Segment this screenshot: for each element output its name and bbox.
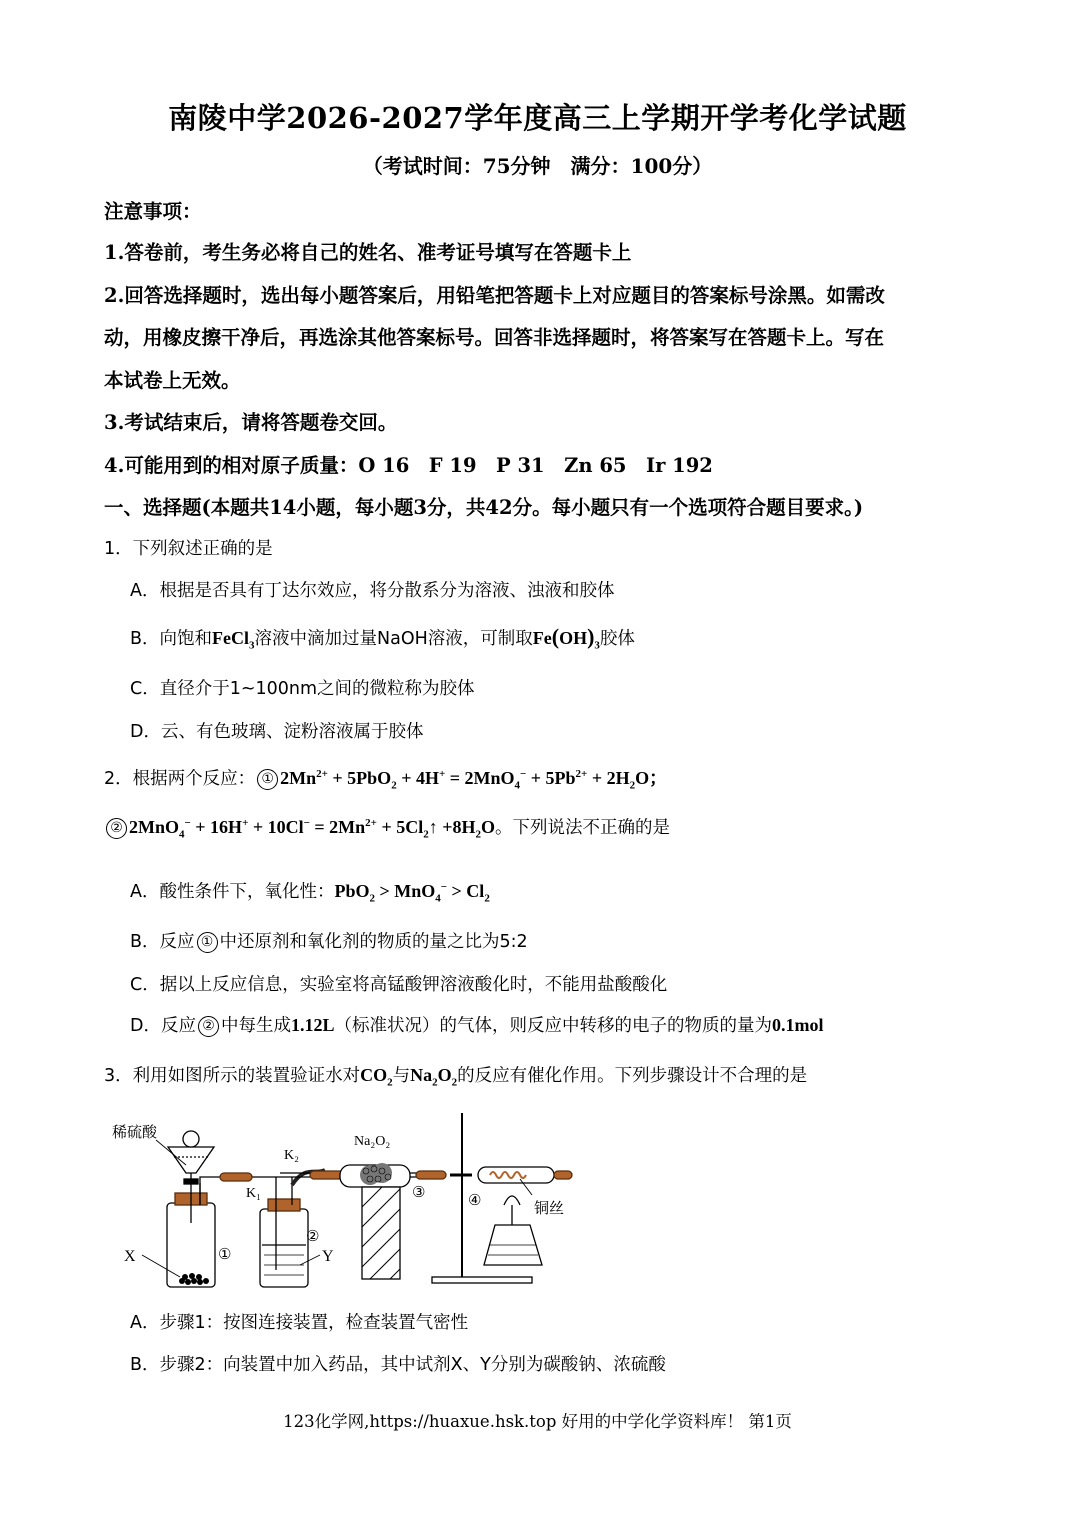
rubber-tube-3 — [416, 1171, 446, 1179]
note-1: 1.答卷前，考生务必将自己的姓名、准考证号填写在答题卡上 — [104, 241, 632, 264]
q3-option-b: B．步骤2：向装置中加入药品，其中试剂X、Y分别为碳酸钠、浓硫酸 — [130, 1355, 666, 1375]
section-heading: 一、选择题(本题共14小题，每小题3分，共42分。每小题只有一个选项符合题目要求。) — [104, 496, 864, 519]
q2-stem-line-2: ② $2MnO_4^- + 16H^+ + 10Cl^- = 2Mn^{2+}$ + $5Cl_2↑ +8H_2O$。下列说法不正确的是 — [104, 814, 670, 841]
q2-option-c: C．据以上反应信息，实验室将高锰酸钾溶液酸化时，不能用盐酸酸化 — [130, 975, 668, 995]
q2-option-b: B．反应 ① 中还原剂和氧化剂的物质的量之比为5:2 — [130, 932, 528, 952]
dropping-funnel — [168, 1147, 214, 1173]
rubber-tube-1 — [220, 1173, 252, 1181]
page-title: 南陵中学2026-2027学年度高三上学期开学考化学试题 — [168, 101, 907, 135]
label-na2o2: Na₂O₂ — [354, 1134, 391, 1149]
label-k2: K₂ — [284, 1148, 299, 1163]
q1-stem: 1．下列叙述正确的是 — [104, 539, 273, 559]
label-y: Y — [322, 1248, 334, 1265]
q2-option-a: A．酸性条件下，氧化性：$PbO_2 > MnO_4^- > Cl_2$ — [130, 881, 490, 905]
label-apparatus-3: ③ — [412, 1185, 426, 1201]
q1-option-b: B．向饱和FeCl$_3$溶液中滴加过量NaOH溶液，可制取$Fe(OH)_3$胶体 — [130, 624, 635, 652]
q1-option-d: D．云、有色玻璃、淀粉溶液属于胶体 — [130, 722, 424, 742]
q3-stem: 3．利用如图所示的装置验证水对$CO_2$与$Na_2O_2$的反应有催化作用。下列步骤设计不合理的是 — [104, 1065, 808, 1089]
label-apparatus-1: ① — [218, 1247, 232, 1263]
label-x: X — [124, 1248, 136, 1265]
q2-stem-line-1: 2．根据两个反应： ① $2Mn^{2+} + 5PbO_2 + 4H^+ = 2MnO_4^- + 5Pb^{2+} + 2H_2O$； — [104, 768, 668, 792]
notes-heading: 注意事项： — [104, 200, 202, 223]
q3-option-a: A．步骤1：按图连接装置，检查装置气密性 — [130, 1313, 469, 1333]
exam-info: （考试时间：75分钟 满分：100分） — [362, 154, 713, 178]
note-2-line-1: 2.回答选择题时，选出每小题答案后，用铅笔把答题卡上对应题目的答案标号涂黑。如需改 — [104, 284, 885, 307]
q2-option-d: D．反应 ② 中每生成1.12L（标准状况）的气体，则反应中转移的电子的物质的量为0.1mol — [130, 1015, 824, 1036]
label-k1: K₁ — [246, 1186, 261, 1201]
note-3: 3.考试结束后，请将答题卷交回。 — [104, 411, 398, 434]
q1-option-c: C．直径介于1~100nm之间的微粒称为胶体 — [130, 679, 475, 699]
note-2-line-3: 本试卷上无效。 — [104, 369, 241, 392]
label-copper-wire: 铜丝 — [534, 1201, 565, 1217]
label-apparatus-4: ④ — [468, 1193, 482, 1209]
label-apparatus-2: ② — [306, 1229, 320, 1245]
reaction-tube-4 — [478, 1167, 554, 1183]
label-dilute-sulfuric-acid: 稀硫酸 — [112, 1125, 158, 1141]
note-4: 4.可能用到的相对原子质量：O 16 F 19 P 31 Zn 65 Ir 192 — [104, 454, 713, 477]
note-2-line-2: 动，用橡皮擦干净后，再选涂其他答案标号。回答非选择题时，将答案写在答题卡上。写在 — [104, 326, 885, 349]
flask-2-stopper — [268, 1199, 300, 1211]
apparatus-figure — [100, 1105, 600, 1295]
q1-option-a: A．根据是否具有丁达尔效应，将分散系分为溶液、浊液和胶体 — [130, 581, 615, 601]
page-footer: 123化学网,https://huaxue.hsk.top 好用的中学化学资料库！ 第1页 — [283, 1412, 792, 1431]
